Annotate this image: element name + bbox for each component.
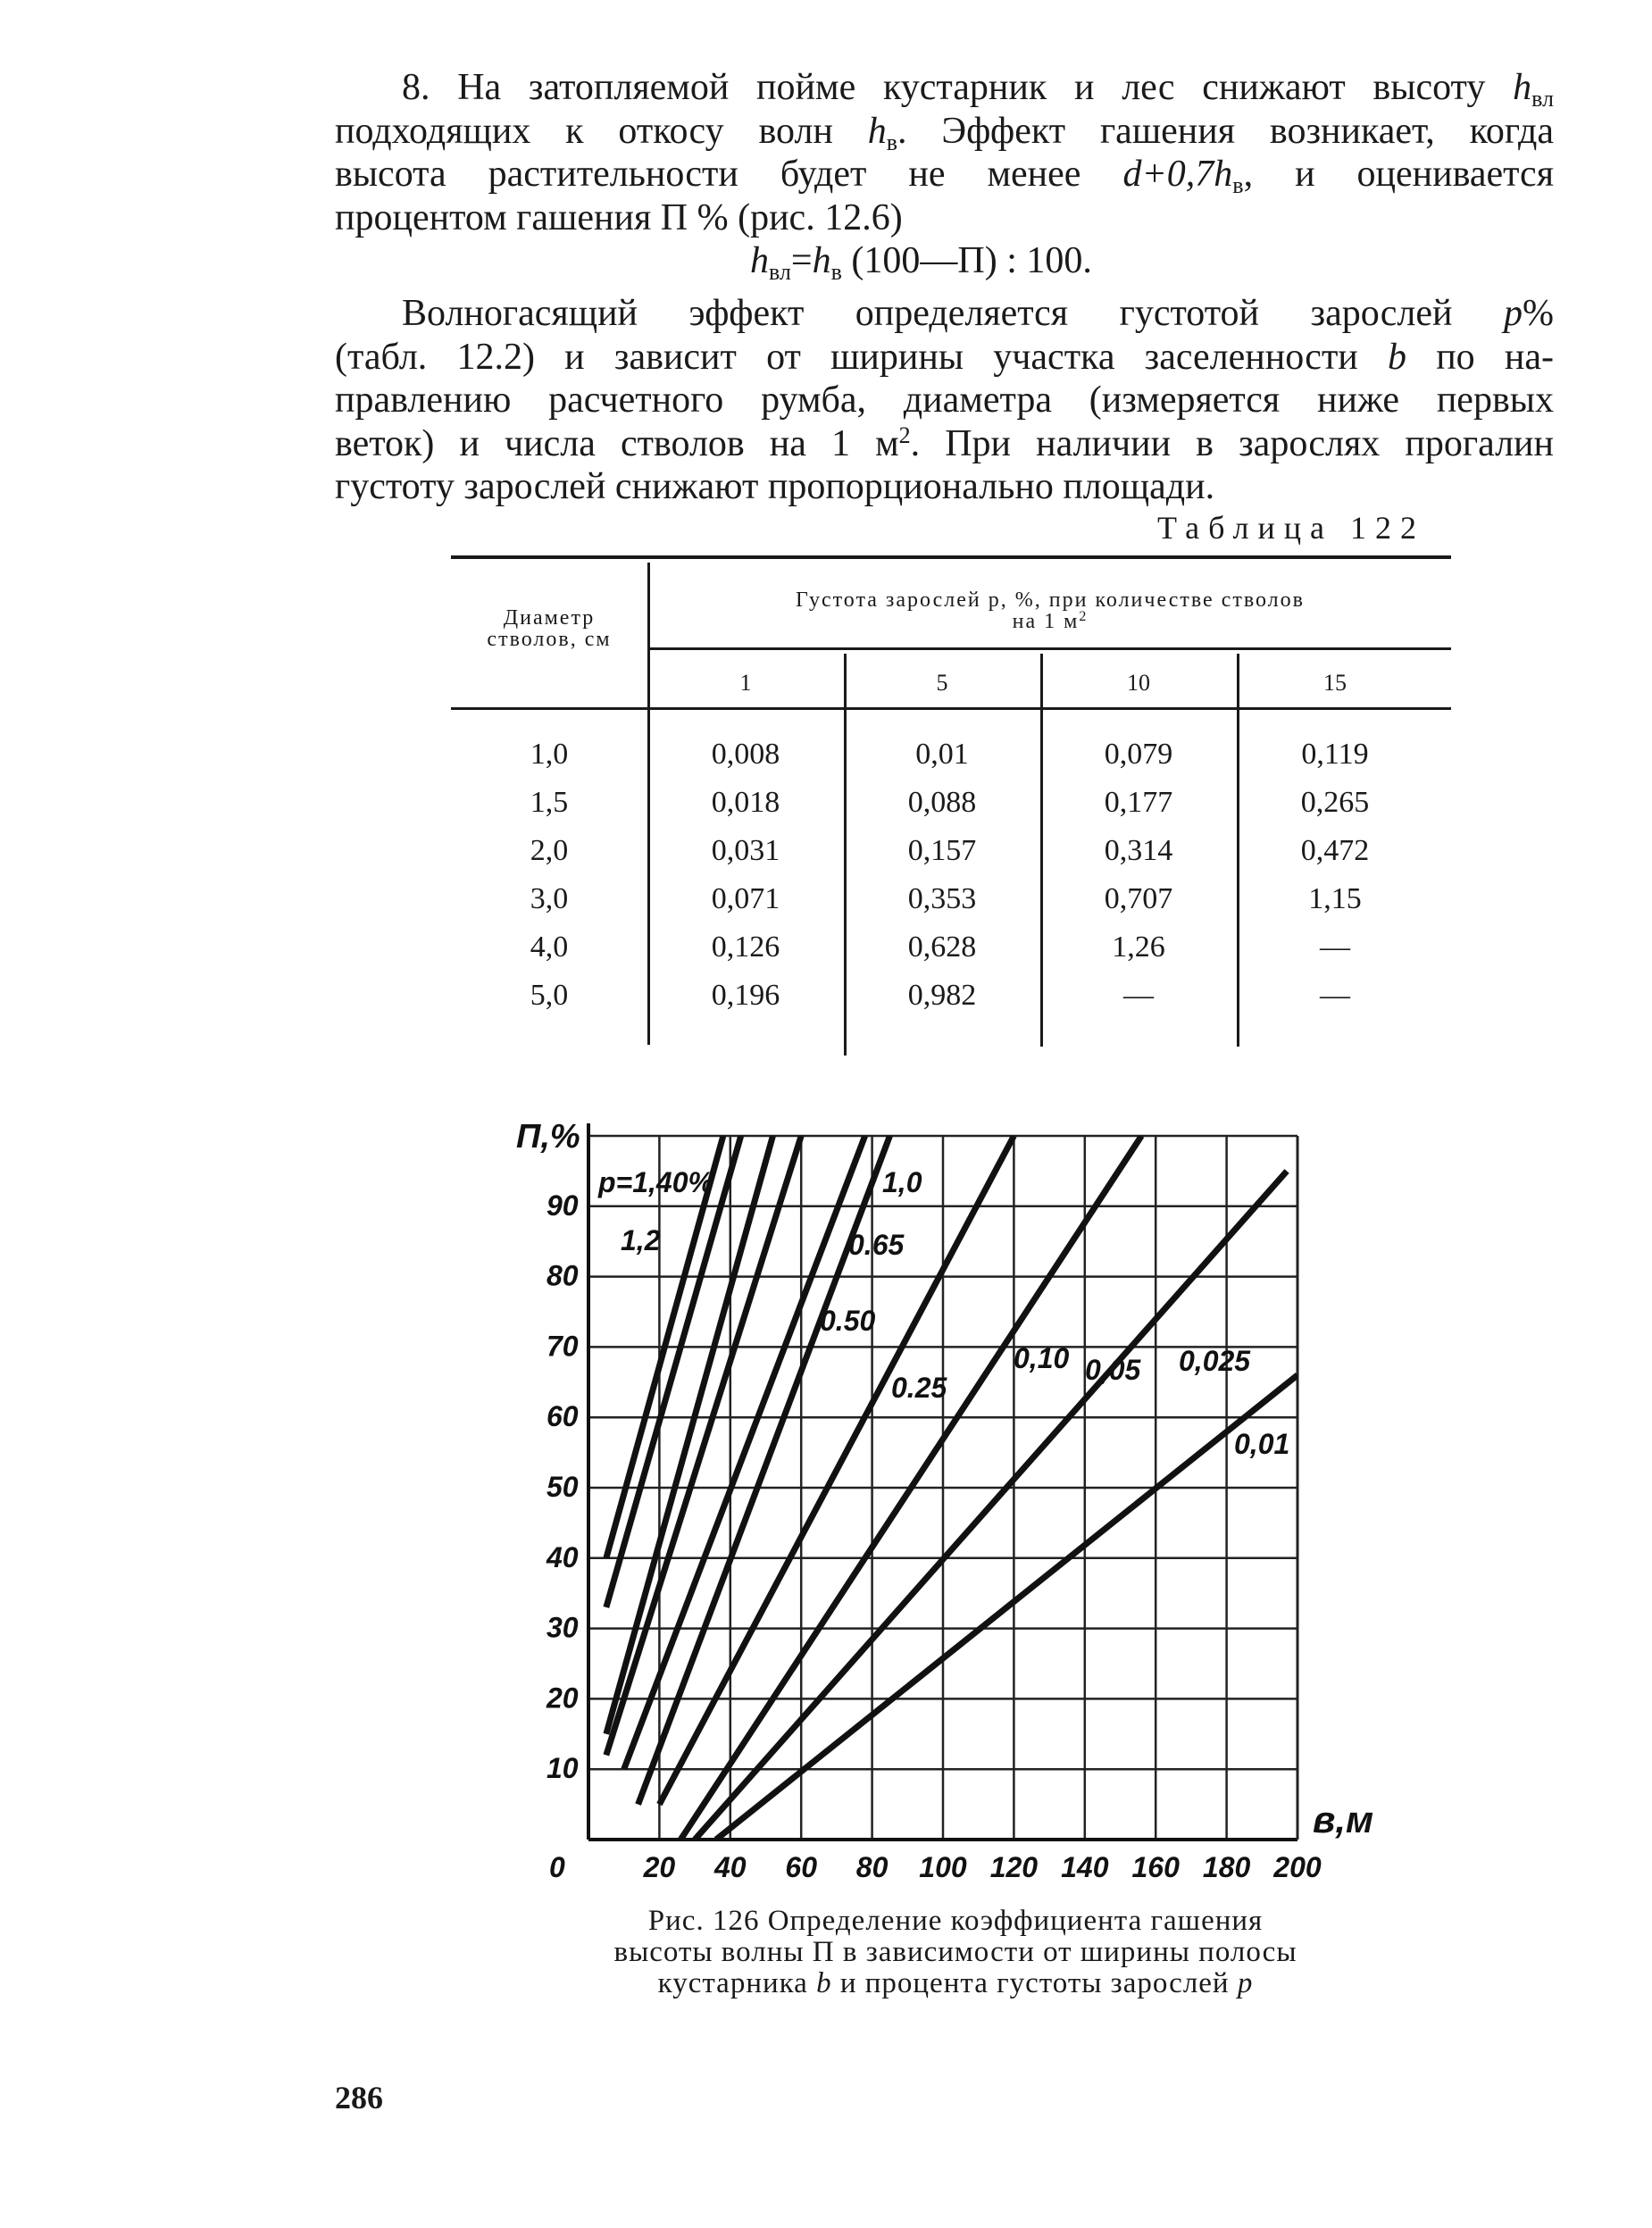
table-row-label: 4,0 [530,930,569,964]
subscript: в [886,129,898,155]
text-run: правлению расчетного румба, диаметра (измеряется ниже первых [335,380,1554,421]
table-cell: 1,15 [1308,882,1362,915]
text-run: . При наличии в зарослях прогалин [910,422,1554,464]
var-b: b [816,1967,832,1999]
series-label: 0.50 [820,1305,876,1337]
table-cell: 0,177 [1104,786,1173,819]
x-tick-label: 100 [919,1851,967,1883]
figure-caption [554,1906,1357,1999]
y-tick-label: 40 [546,1540,579,1573]
y-axis-label: П,% [516,1118,580,1156]
table-cell: 0,071 [711,882,780,915]
table-cell: 0,982 [907,979,977,1012]
y-tick-label: 80 [546,1259,579,1292]
table-cell: 0,196 [711,979,780,1012]
table-row-label: 2,0 [530,834,569,867]
table-cell: 0,353 [907,882,977,915]
var-h: h [812,240,831,281]
table-cell: 0,01 [915,738,969,771]
table-cell: 0,707 [1104,882,1173,915]
y-tick-label: 10 [546,1752,579,1785]
table-cell: 0,119 [1301,738,1369,771]
x-tick-label: 180 [1202,1851,1251,1883]
var-h: h [1513,67,1532,108]
table-cell: 0,472 [1300,834,1370,867]
subscript: вл [1531,86,1554,112]
text-run: процентом гашения П % (рис. 12.6) [335,196,903,238]
table-caption: Таблица 122 [1157,510,1425,546]
table-cell: 0,628 [907,930,977,964]
y-tick-label: 50 [546,1471,579,1503]
caption-line: высоты волны П в зависимости от ширины полосы [613,1936,1297,1968]
text-run: Волногасящий эффект определяется густотой зарослей [402,293,1504,334]
series-line [695,1171,1290,1840]
series-label: 0,10 [1014,1342,1070,1374]
table-cell: 0,088 [907,786,977,819]
series-label: 1,2 [621,1224,661,1256]
table-cell: 0,079 [1104,738,1173,771]
text-run: подходящих к откосу волн [335,110,868,152]
series-label: p=1,40% [598,1166,713,1198]
caption-run: кустарника [657,1967,817,1999]
caption-line [554,1968,1357,1999]
header-text: Диаметр [503,606,596,630]
equals-sign: = [790,240,813,281]
text-run: по на- [1406,336,1554,378]
var-b: b [1387,336,1406,378]
text-run: , и оценивается [1243,154,1555,195]
table-row-label: 1,5 [530,786,569,819]
text-run: 8. На затопляемой пойме кустарник и лес снижают высоту [402,67,1514,108]
series-label: 0,05 [1085,1354,1141,1386]
var-h: h [867,110,887,152]
superscript: 2 [898,421,911,448]
table-cell: — [1123,979,1154,1012]
text-run: % [1523,293,1554,334]
table-cell: 0,008 [711,738,780,771]
table-column-header: 1 [739,670,752,696]
table-cell: 0,157 [907,834,977,867]
header-text: Густота зарослей p, %, при количестве стволов [796,588,1305,612]
series-label: 0,01 [1234,1428,1290,1460]
header-text-run: на 1 м [1012,610,1080,633]
text-run: густоту зарослей снижают пропорционально площади. [335,466,1215,507]
table-cell: — [1320,930,1350,964]
table-cell: 1,26 [1112,930,1165,964]
y-tick-label: 30 [546,1611,579,1644]
caption-line: Рис. 126 Определение коэффициента гашения [647,1905,1264,1937]
table-cell: 0,018 [711,786,780,819]
table-cell: 0,265 [1300,786,1370,819]
x-tick-label: 160 [1131,1851,1180,1883]
var-p: p [1504,293,1523,334]
subscript: в [830,259,842,285]
series-label: 0.25 [891,1372,947,1404]
caption-run: и процента густоты зарослей [831,1967,1238,1999]
origin-label: 0 [549,1851,565,1883]
formula-rest: (100—П) : 100. [841,240,1092,281]
table-row-label: 5,0 [530,979,569,1012]
var-h: h [750,240,769,281]
x-tick-label: 80 [855,1851,889,1883]
page-number: 286 [335,2080,383,2115]
x-tick-label: 20 [643,1851,676,1883]
x-tick-label: 40 [714,1851,747,1883]
series-label: 1,0 [882,1166,922,1198]
y-tick-label: 20 [546,1681,579,1715]
table-cell: 0,126 [711,930,780,964]
table-column-header: 15 [1323,670,1347,696]
x-tick-label: 140 [1061,1851,1109,1883]
text-run: . Эффект гашения возникает, когда [897,110,1554,152]
text-run: веток) и числа стволов на 1 м [335,422,899,464]
table-column-header: 5 [936,670,948,696]
y-tick-label: 90 [546,1189,579,1222]
superscript: 2 [1079,609,1089,624]
y-tick-label: 60 [546,1400,579,1433]
var-p: p [1237,1967,1254,1999]
x-axis-label: в,м [1313,1798,1374,1840]
y-tick-label: 70 [546,1330,579,1363]
table-cell: 0,314 [1104,834,1173,867]
series-label: 0,025 [1179,1345,1251,1377]
header-text: стволов, см [487,628,612,651]
subscript: вл [769,259,791,285]
expression: d+0,7h [1122,154,1233,195]
x-tick-label: 120 [989,1851,1039,1883]
table-column-header: 10 [1127,670,1150,696]
table-row-label: 3,0 [530,882,569,915]
table-cell: 0,031 [711,834,780,867]
text-run: высота растительности будет не менее [335,154,1123,195]
x-tick-label: 200 [1273,1851,1322,1883]
subscript: в [1232,172,1244,198]
series-label: 0.65 [848,1229,905,1261]
x-tick-label: 60 [785,1851,817,1883]
table-cell: — [1320,979,1350,1012]
table-row-label: 1,0 [530,738,569,771]
text-run: (табл. 12.2) и зависит от ширины участка заселенности [335,336,1388,378]
